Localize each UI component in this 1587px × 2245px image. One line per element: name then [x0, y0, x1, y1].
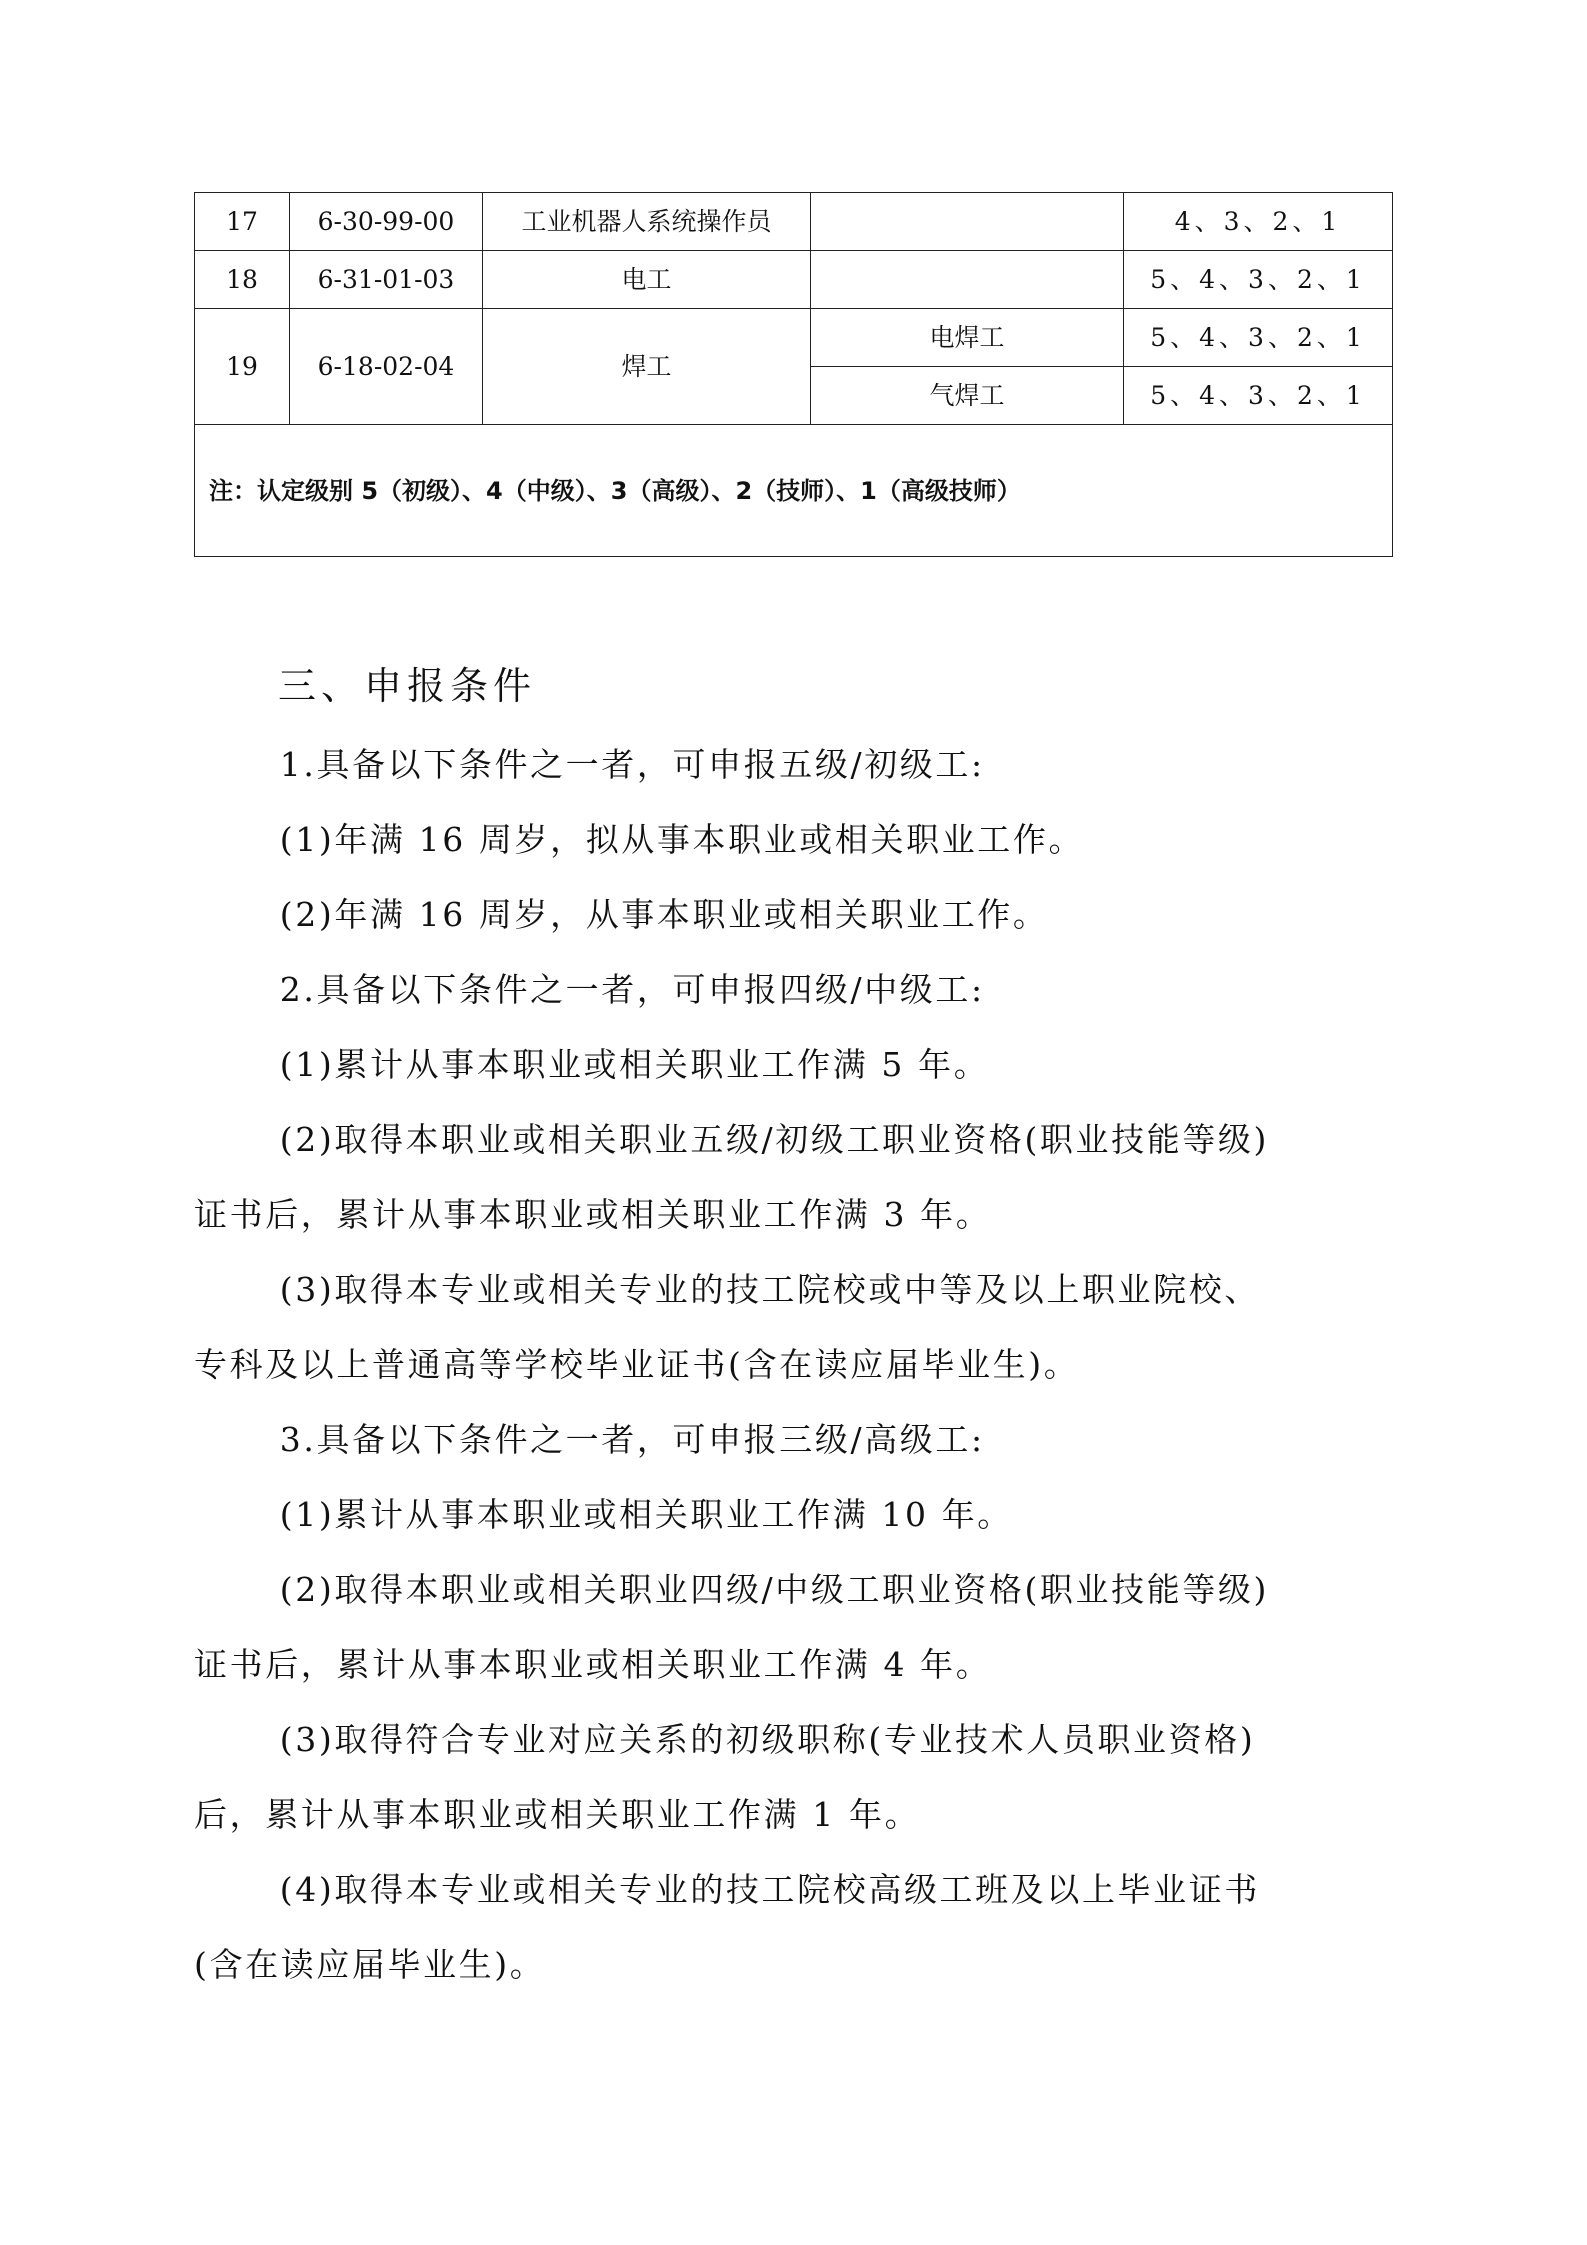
occupation-code: 6-30-99-00 — [290, 193, 483, 251]
row-number: 18 — [195, 251, 290, 309]
table-row — [195, 251, 1393, 309]
body-paragraph: 专科及以上普通高等学校毕业证书(含在读应届毕业生)。 — [194, 1345, 1080, 1384]
table-row — [195, 193, 1393, 251]
body-paragraph: 证书后，累计从事本职业或相关职业工作满 3 年。 — [194, 1195, 992, 1234]
occupation-code: 6-18-02-04 — [290, 309, 483, 425]
sub-occupation: 气焊工 — [811, 367, 1124, 425]
body-paragraph: (2)取得本职业或相关职业四级/中级工职业资格(职业技能等级) — [279, 1570, 1270, 1609]
occupation-code: 6-31-01-03 — [290, 251, 483, 309]
table-note-row — [195, 425, 1393, 557]
certification-levels: 4、3、2、1 — [1124, 193, 1393, 251]
section-heading: 三、申报条件 — [278, 664, 537, 708]
body-paragraph: 后，累计从事本职业或相关职业工作满 1 年。 — [194, 1795, 921, 1834]
row-number: 19 — [195, 309, 290, 425]
certification-levels: 5、4、3、2、1 — [1124, 251, 1393, 309]
body-paragraph: 2.具备以下条件之一者，可申报四级/中级工: — [279, 970, 985, 1009]
occupation-table — [194, 192, 1393, 557]
body-paragraph: 证书后，累计从事本职业或相关职业工作满 4 年。 — [194, 1645, 992, 1684]
table-row — [195, 309, 1393, 367]
body-paragraph: (3)取得本专业或相关专业的技工院校或中等及以上职业院校、 — [279, 1270, 1260, 1309]
sub-occupation — [811, 193, 1124, 251]
body-paragraph: (2)取得本职业或相关职业五级/初级工职业资格(职业技能等级) — [279, 1120, 1270, 1159]
section-body — [194, 727, 1404, 2002]
occupation-name: 电工 — [483, 251, 811, 309]
body-paragraph: (3)取得符合专业对应关系的初级职称(专业技术人员职业资格) — [279, 1720, 1256, 1759]
occupation-name: 工业机器人系统操作员 — [483, 193, 811, 251]
body-paragraph: (含在读应届毕业生)。 — [194, 1945, 546, 1984]
certification-levels: 5、4、3、2、1 — [1124, 367, 1393, 425]
body-paragraph: (2)年满 16 周岁，从事本职业或相关职业工作。 — [279, 895, 1049, 934]
row-number: 17 — [195, 193, 290, 251]
body-paragraph: 1.具备以下条件之一者，可申报五级/初级工: — [279, 745, 985, 784]
body-paragraph: (1)年满 16 周岁，拟从事本职业或相关职业工作。 — [279, 820, 1085, 859]
occupation-name: 焊工 — [483, 309, 811, 425]
body-paragraph: (4)取得本专业或相关专业的技工院校高级工班及以上毕业证书 — [279, 1870, 1260, 1909]
body-paragraph: 3.具备以下条件之一者，可申报三级/高级工: — [279, 1420, 985, 1459]
sub-occupation: 电焊工 — [811, 309, 1124, 367]
certification-levels: 5、4、3、2、1 — [1124, 309, 1393, 367]
sub-occupation — [811, 251, 1124, 309]
table-note: 注：认定级别 5（初级）、4（中级）、3（高级）、2（技师）、1（高级技师） — [195, 425, 1393, 557]
body-paragraph: (1)累计从事本职业或相关职业工作满 5 年。 — [279, 1045, 990, 1084]
body-paragraph: (1)累计从事本职业或相关职业工作满 10 年。 — [279, 1495, 1013, 1534]
